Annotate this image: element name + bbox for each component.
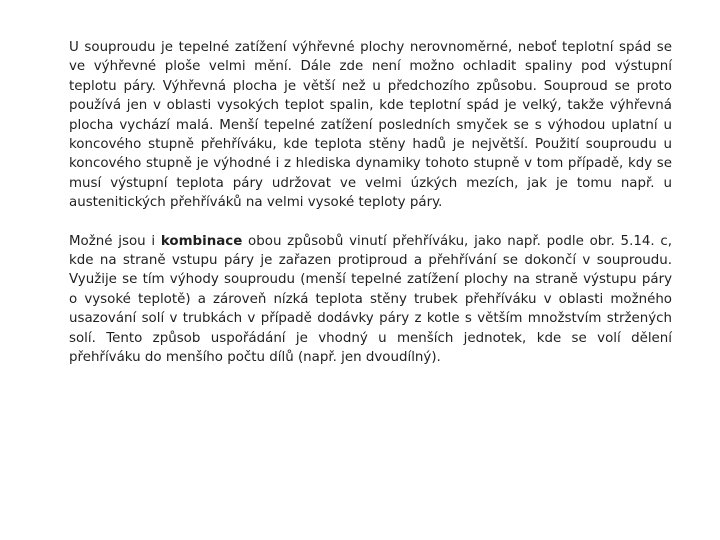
paragraph-combination-intro: Možné jsou i	[69, 233, 161, 249]
paragraph-counterflow: U souproudu je tepelné zatížení výhřevné plochy nerovnoměrné, neboť teplotní spád se ve výhřevné ploše velmi mění. Dále zde není možno ochladit spaliny pod výstupní teplotu páry. Výhřevná plocha je větší než u předchozího způsobu. Souproud se proto používá jen v oblasti vysokých teplot spalin, kde teplotní spád je velký, takže výhřevná plocha vychází malá. Menší tepelné zatížení posledních smyček se s výhodou uplatní u koncového stupně přehříváku, kde teplota stěny hadů je největší. Použití souproudu u koncového stupně je výhodné i z hlediska dynamiky tohoto stupně v tom případě, kdy se musí výstupní teplota páry udržovat ve velmi úzkých mezích, jak je tomu např. u austenitických přehříváků na velmi vysoké teploty páry.	[69, 40, 672, 211]
bold-term-kombinace: kombinace	[160, 233, 243, 249]
paragraph-combination-body: obou způsobů vinutí přehříváku, jako např. podle obr. 5.14. c, kde na straně vstupu páry je zařazen protiproud a přehřívání se dokončí v souproudu. Využije se tím výhody souproudu (menší tepelné zatížení plochy na straně výstupu páry o vysoké teplotě) a zároveň nízká teplota stěny trubek přehříváku v oblasti možného usazování solí v trubkách v případě dodávky páry z kotle s větším množstvím stržených solí. Tento způsob uspořádání je vhodný u menších jednotek, kde se volí dělení přehříváku do menšího počtu dílů (např. jen dvoudílný).	[69, 233, 672, 366]
document-page	[69, 38, 672, 368]
paragraph-combination	[69, 232, 672, 368]
